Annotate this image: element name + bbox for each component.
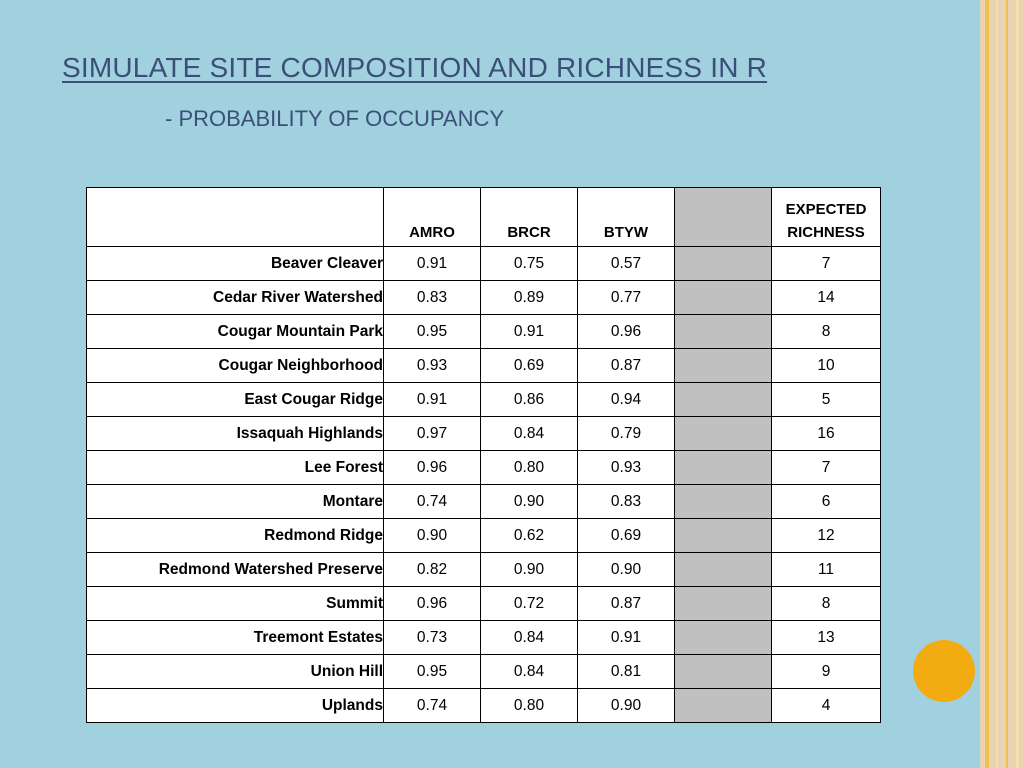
cell-site: Treemont Estates — [87, 621, 384, 655]
cell-brcr: 0.84 — [481, 655, 578, 689]
cell-amro: 0.83 — [384, 281, 481, 315]
cell-amro: 0.82 — [384, 553, 481, 587]
cell-amro: 0.74 — [384, 689, 481, 723]
cell-site: Redmond Watershed Preserve — [87, 553, 384, 587]
cell-expected-richness: 16 — [772, 417, 881, 451]
cell-amro: 0.97 — [384, 417, 481, 451]
cell-expected-richness: 8 — [772, 587, 881, 621]
cell-brcr: 0.80 — [481, 451, 578, 485]
cell-btyw: 0.81 — [578, 655, 675, 689]
cell-btyw: 0.77 — [578, 281, 675, 315]
cell-blank — [675, 689, 772, 723]
cell-site: Cougar Mountain Park — [87, 315, 384, 349]
cell-brcr: 0.90 — [481, 485, 578, 519]
cell-expected-richness: 7 — [772, 451, 881, 485]
table-row — [87, 247, 881, 281]
cell-brcr: 0.84 — [481, 417, 578, 451]
table-header-row — [87, 188, 881, 247]
header-brcr: BRCR — [481, 188, 578, 247]
cell-amro: 0.95 — [384, 315, 481, 349]
cell-blank — [675, 451, 772, 485]
cell-blank — [675, 349, 772, 383]
cell-site: Montare — [87, 485, 384, 519]
cell-blank — [675, 383, 772, 417]
cell-amro: 0.91 — [384, 383, 481, 417]
cell-expected-richness: 12 — [772, 519, 881, 553]
cell-btyw: 0.96 — [578, 315, 675, 349]
cell-expected-richness: 10 — [772, 349, 881, 383]
cell-amro: 0.74 — [384, 485, 481, 519]
table-row — [87, 451, 881, 485]
cell-site: Beaver Cleaver — [87, 247, 384, 281]
cell-blank — [675, 281, 772, 315]
cell-blank — [675, 655, 772, 689]
cell-amro: 0.90 — [384, 519, 481, 553]
header-blank — [675, 188, 772, 247]
cell-btyw: 0.94 — [578, 383, 675, 417]
cell-site: Cedar River Watershed — [87, 281, 384, 315]
cell-site: Redmond Ridge — [87, 519, 384, 553]
decorative-stripe — [996, 0, 998, 768]
cell-btyw: 0.87 — [578, 587, 675, 621]
cell-site: Cougar Neighborhood — [87, 349, 384, 383]
table-row — [87, 587, 881, 621]
cell-brcr: 0.89 — [481, 281, 578, 315]
cell-amro: 0.93 — [384, 349, 481, 383]
slide-subtitle: - PROBABILITY OF OCCUPANCY — [165, 106, 505, 131]
table-row — [87, 485, 881, 519]
table-row — [87, 689, 881, 723]
cell-site: Union Hill — [87, 655, 384, 689]
table-row — [87, 553, 881, 587]
cell-brcr: 0.86 — [481, 383, 578, 417]
cell-amro: 0.96 — [384, 451, 481, 485]
header-site — [87, 188, 384, 247]
header-expected-richness: EXPECTED RICHNESS — [772, 188, 881, 247]
cell-brcr: 0.62 — [481, 519, 578, 553]
cell-btyw: 0.79 — [578, 417, 675, 451]
cell-btyw: 0.69 — [578, 519, 675, 553]
cell-expected-richness: 9 — [772, 655, 881, 689]
cell-brcr: 0.84 — [481, 621, 578, 655]
cell-blank — [675, 315, 772, 349]
cell-amro: 0.91 — [384, 247, 481, 281]
cell-btyw: 0.87 — [578, 349, 675, 383]
table-row — [87, 383, 881, 417]
cell-site: East Cougar Ridge — [87, 383, 384, 417]
cell-expected-richness: 4 — [772, 689, 881, 723]
cell-btyw: 0.57 — [578, 247, 675, 281]
table-row — [87, 349, 881, 383]
header-amro: AMRO — [384, 188, 481, 247]
cell-btyw: 0.90 — [578, 553, 675, 587]
cell-site: Uplands — [87, 689, 384, 723]
cell-site: Summit — [87, 587, 384, 621]
cell-blank — [675, 247, 772, 281]
cell-site: Issaquah Highlands — [87, 417, 384, 451]
slide-title: SIMULATE SITE COMPOSITION AND RICHNESS IN R — [62, 52, 768, 83]
cell-expected-richness: 8 — [772, 315, 881, 349]
decorative-stripe — [1016, 0, 1019, 768]
table-row — [87, 519, 881, 553]
cell-amro: 0.95 — [384, 655, 481, 689]
decorative-circle — [913, 640, 975, 702]
cell-brcr: 0.80 — [481, 689, 578, 723]
cell-blank — [675, 553, 772, 587]
cell-btyw: 0.90 — [578, 689, 675, 723]
table-row — [87, 621, 881, 655]
cell-amro: 0.73 — [384, 621, 481, 655]
cell-brcr: 0.69 — [481, 349, 578, 383]
cell-brcr: 0.72 — [481, 587, 578, 621]
occupancy-table — [86, 187, 881, 723]
decorative-stripe — [985, 0, 989, 768]
header-btyw: BTYW — [578, 188, 675, 247]
cell-blank — [675, 417, 772, 451]
cell-btyw: 0.93 — [578, 451, 675, 485]
cell-expected-richness: 5 — [772, 383, 881, 417]
table-row — [87, 417, 881, 451]
cell-brcr: 0.91 — [481, 315, 578, 349]
cell-btyw: 0.91 — [578, 621, 675, 655]
cell-blank — [675, 485, 772, 519]
decorative-stripe — [1006, 0, 1008, 768]
cell-expected-richness: 14 — [772, 281, 881, 315]
cell-expected-richness: 6 — [772, 485, 881, 519]
cell-amro: 0.96 — [384, 587, 481, 621]
cell-expected-richness: 11 — [772, 553, 881, 587]
cell-btyw: 0.83 — [578, 485, 675, 519]
cell-brcr: 0.90 — [481, 553, 578, 587]
cell-expected-richness: 13 — [772, 621, 881, 655]
cell-site: Lee Forest — [87, 451, 384, 485]
cell-brcr: 0.75 — [481, 247, 578, 281]
table-row — [87, 655, 881, 689]
cell-blank — [675, 519, 772, 553]
table-row — [87, 315, 881, 349]
cell-expected-richness: 7 — [772, 247, 881, 281]
cell-blank — [675, 621, 772, 655]
table-row — [87, 281, 881, 315]
cell-blank — [675, 587, 772, 621]
